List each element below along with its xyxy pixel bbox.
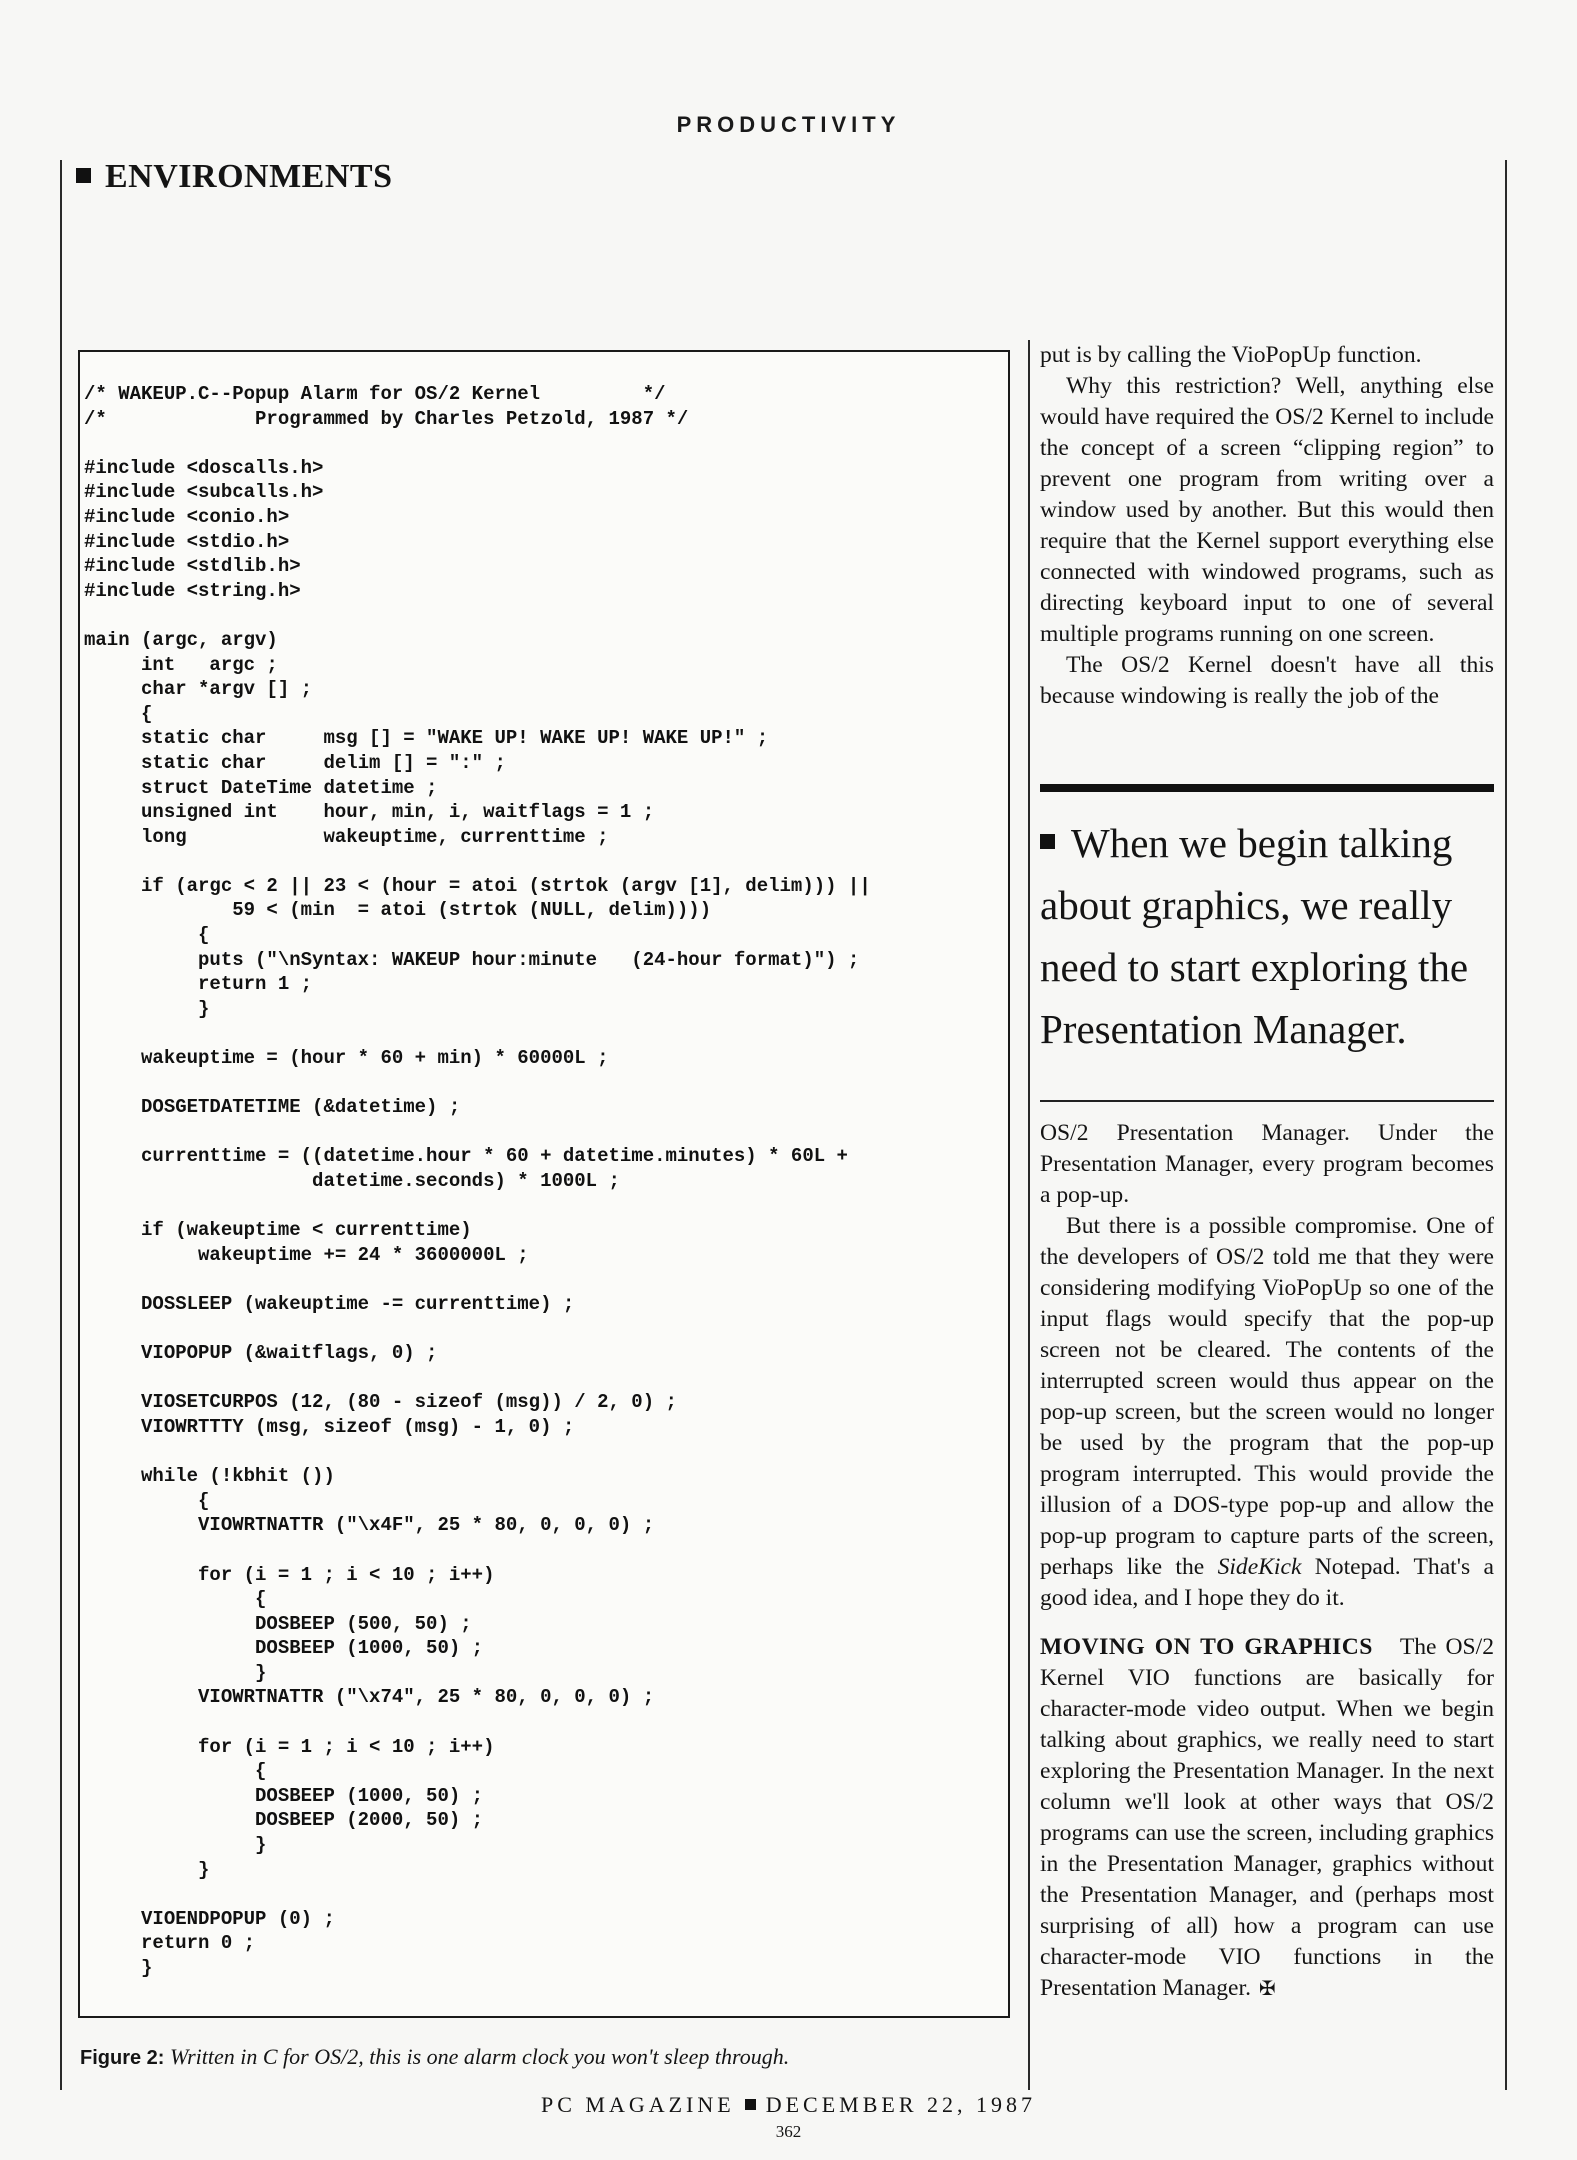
code-line [84,1267,1008,1292]
code-line: wakeuptime += 24 * 3600000L ; [84,1243,529,1266]
code-line: { [84,702,153,725]
code-line: #include <doscalls.h> [84,456,324,479]
code-line: DOSSLEEP (wakeuptime -= currenttime) ; [84,1292,575,1315]
code-line: #include <conio.h> [84,505,290,528]
left-column-rule [60,160,62,2090]
code-line: char *argv [] ; [84,678,313,701]
code-line: return 0 ; [84,1932,256,1955]
section-heading-text: ENVIRONMENTS [105,158,393,195]
code-line: for (i = 1 ; i < 10 ; i++) [84,1563,495,1586]
code-line: } [84,1834,267,1857]
code-line: } [84,1858,210,1881]
code-line [84,1538,1008,1563]
pull-quote-top-rule [1040,784,1494,792]
code-line: currenttime = ((datetime.hour * 60 + datetime.minutes) * 60L + [84,1145,848,1168]
product-name: SideKick [1217,1554,1302,1580]
paragraph: The OS/2 Kernel doesn't have all this because windowing is really the job of the [1040,652,1494,709]
code-line [84,1021,1008,1046]
bullet-square-icon [745,2099,756,2110]
page-number: 362 [775,2122,802,2141]
code-line [84,849,1008,874]
code-line: for (i = 1 ; i < 10 ; i++) [84,1735,495,1758]
code-line [84,1071,1008,1096]
paragraph-text: The OS/2 Kernel VIO functions are basically for character-mode video output. When we begin talking about graphics, we really need to start exploring the Presentation Manager. In the next column we'll look at other ways that OS/2 programs can use the screen, including graphics in the Presentation Manager, graphics without the Presentation Manager, and (perhaps most surprising of all) how a program can use character-mode VIO functions in the Presentation Manager. [1040,1634,1495,2001]
paragraph: Why this restriction? Well, anything else would have required the OS/2 Kernel to include the concept of a screen “clipping region” to prevent one program from writing over a window used by another. But this would then require that the Kernel support everything else connected with windowed programs, such as directing keyboard input to one of several multiple programs running on one screen. [1040,373,1494,647]
code-line: } [84,1957,153,1979]
page-footer [0,2092,1577,2118]
code-line [84,1120,1008,1145]
code-line: { [84,924,210,947]
code-line: } [84,1661,267,1684]
code-line: while (!kbhit ()) [84,1465,335,1488]
code-line [84,1317,1008,1342]
code-line: static char msg [] = "WAKE UP! WAKE UP! WAKE UP!" ; [84,727,769,750]
running-head: PRODUCTIVITY [676,112,901,137]
code-line: long wakeuptime, currenttime ; [84,825,609,848]
code-line: datetime.seconds) * 1000L ; [84,1170,620,1192]
bullet-square-icon [1040,834,1055,849]
code-line [84,1882,1008,1907]
code-line: #include <subcalls.h> [84,481,324,504]
code-line: #include <stdio.h> [84,530,290,553]
code-line: { [84,1489,210,1512]
middle-column-rule [1028,340,1030,2090]
code-line: static char delim [] = ":" ; [84,751,506,774]
code-line: /* WAKEUP.C--Popup Alarm for OS/2 Kernel */ [84,383,666,405]
paragraph: OS/2 Presentation Manager. Under the Presentation Manager, every program becomes a pop-up. [1040,1120,1494,1208]
pull-quote-text: When we begin talking about graphics, we really need to start exploring the Presentation Manager. [1040,820,1469,1052]
code-line [84,431,1008,456]
paragraph [1040,1211,1494,1614]
code-figure [78,350,1010,2018]
bullet-square-icon [76,168,91,183]
code-line: unsigned int hour, min, i, waitflags = 1 ; [84,801,655,824]
paragraph [1040,1632,1494,2004]
code-line: wakeuptime = (hour * 60 + min) * 60000L ; [84,1047,609,1070]
issue-date: DECEMBER 22, 1987 [765,2092,1037,2117]
article-column-top [1040,340,1494,712]
code-line: if (argc < 2 || 23 < (hour = atoi (strtok (argv [1], delim))) || [84,874,871,897]
code-line: DOSBEEP (500, 50) ; [84,1612,472,1635]
pull-quote-bottom-rule [1040,1100,1494,1102]
end-mark-icon: ✠ [1258,1976,1276,2000]
subhead: MOVING ON TO GRAPHICS [1040,1634,1373,1660]
pull-quote [1040,812,1500,1060]
paragraph-text: But there is a possible compromise. One of the developers of OS/2 told me that they were considering modifying VioPopUp so one of the input flags would specify that the pop-up screen not be cleared. The contents of the interrupted screen would thus appear on the pop-up screen, but the screen would no longer be used by the program that the pop-up program interrupted. This would provide the illusion of a DOS-type pop-up and allow the pop-up program to capture parts of the screen, perhaps like the [1040,1213,1494,1580]
code-line: { [84,1588,267,1611]
code-line: 59 < (min = atoi (strtok (NULL, delim)))) [84,899,712,922]
code-line: if (wakeuptime < currenttime) [84,1219,472,1242]
code-line: struct DateTime datetime ; [84,776,438,799]
code-line: DOSGETDATETIME (&datetime) ; [84,1096,461,1119]
code-line: VIOWRTTTY (msg, sizeof (msg) - 1, 0) ; [84,1415,575,1438]
code-line [84,1440,1008,1465]
code-line: { [84,1760,267,1783]
figure-caption [80,2044,789,2070]
code-line: DOSBEEP (2000, 50) ; [84,1809,484,1832]
article-column-bottom [1040,1118,1494,2004]
code-listing [80,352,1008,1981]
caption-label: Figure 2: [80,2047,165,2069]
code-line: puts ("\nSyntax: WAKEUP hour:minute (24-hour format)") ; [84,948,860,971]
caption-text: Written in C for OS/2, this is one alarm clock you won't sleep through. [164,2044,790,2069]
code-line: int argc ; [84,653,278,676]
right-column-rule [1505,160,1507,2090]
magazine-name: PC MAGAZINE [540,2092,735,2117]
code-line: } [84,997,210,1020]
paragraph: put is by calling the VioPopUp function. [1040,342,1422,368]
paragraph-text: Notepad. That's a good idea, and I hope they do it. [1040,1554,1494,1611]
code-line: #include <stdlib.h> [84,555,301,578]
code-line: DOSBEEP (1000, 50) ; [84,1784,484,1807]
code-line: #include <string.h> [84,579,301,602]
code-line: VIOENDPOPUP (0) ; [84,1907,335,1930]
code-line: DOSBEEP (1000, 50) ; [84,1637,484,1660]
section-heading [76,158,392,196]
code-line [84,1194,1008,1219]
code-line: main (argc, argv) [84,628,278,651]
code-line: VIOSETCURPOS (12, (80 - sizeof (msg)) / 2, 0) ; [84,1391,677,1414]
code-line: return 1 ; [84,973,313,996]
code-line: VIOWRTNATTR ("\x74", 25 * 80, 0, 0, 0) ; [84,1686,655,1709]
code-line [84,1366,1008,1391]
code-line [84,603,1008,628]
code-line: VIOWRTNATTR ("\x4F", 25 * 80, 0, 0, 0) ; [84,1514,655,1537]
code-line [84,1710,1008,1735]
code-line: /* Programmed by Charles Petzold, 1987 */ [84,407,689,430]
code-line: VIOPOPUP (&waitflags, 0) ; [84,1342,438,1365]
